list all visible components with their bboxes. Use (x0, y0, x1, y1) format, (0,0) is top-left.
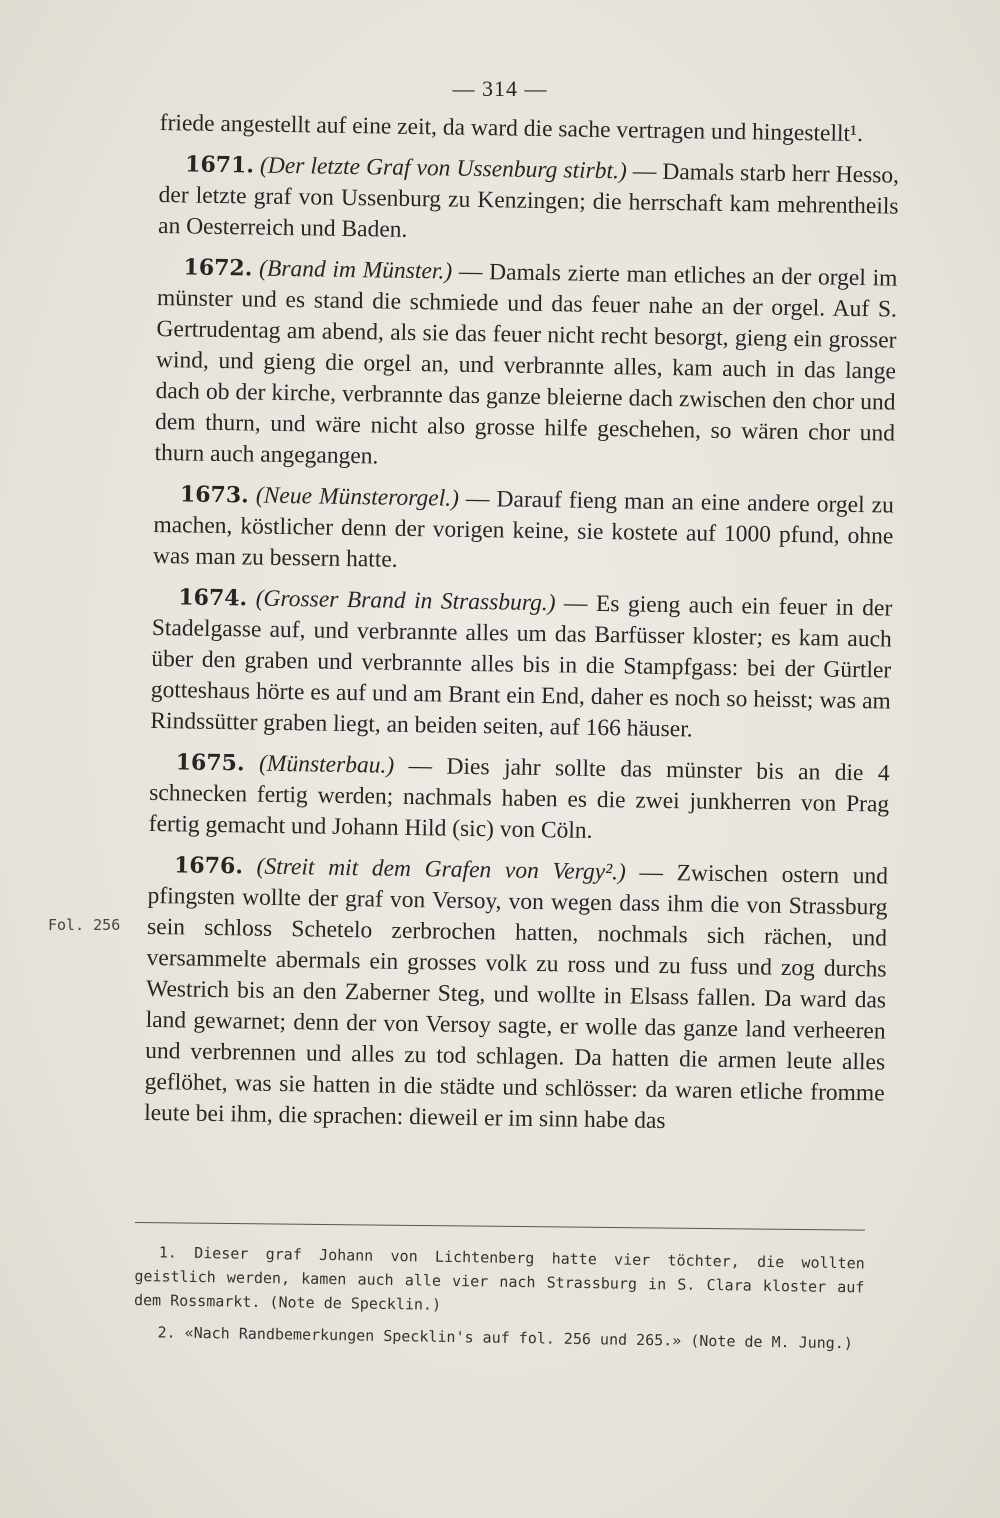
footnotes (133, 1240, 865, 1363)
entry-number: 1673. (179, 481, 250, 509)
footnote-2: 2. «Nach Randbemerkungen Specklin's auf fol. 256 und 265.» (Note de M. Jung.) (157, 1323, 853, 1353)
page-number: — 314 — (452, 76, 548, 101)
entry-number: 1674. (178, 584, 248, 612)
entry-text: — Damals zierte man etliches an der orgel im münster und es stand die schmiede und das feuer nahe an der orgel. Auf S. Gertrudentag am abend, als sie das feuer nicht recht besorgt, gieng ein grosser wind, und gieng die orgel an, und verbrannte alles, kam auch in das lange dach ob der kirche, verbrannte das ganze bleierne dach zwischen den chor und dem thurn, und wäre nicht also grosse hilfe geschehen, so wären chor und thurn auch angegangen. (154, 258, 898, 470)
entry-1675 (149, 747, 890, 852)
entry-heading: (Neue Münsterorgel.) (255, 482, 460, 512)
entry-text: — Damals starb herr Hesso, der letzte graf von Ussenburg zu Kenzingen; die herrschaft kam mehrentheils an Oesterreich und Baden. (157, 158, 900, 243)
entry-heading: (Münsterbau.) (258, 750, 395, 779)
entry-heading: (Der letzte Graf von Ussenburg stirbt.) (259, 152, 627, 185)
entry-1673 (153, 479, 894, 584)
entry-text: — Dies jahr sollte das münster bis an die 4 schnecken fertig werden; nachmals haben es die zwei junkherren von Prag fertig gemacht und Johann Hild (sic) von Cöln. (148, 752, 890, 844)
entry-1676 (144, 850, 888, 1141)
entry-1674 (150, 582, 892, 749)
entry-text: — Zwischen ostern und pfingsten wollte der graf von Versoy, von wegen dass ihm die von Strassburg sein schloss Schetelo zerbrochen hatten, nochmals sich rächen, und versammelte abermals ein grosses volk zu ross und zu fuss und zog durchs Westrich bis an den Zaberner Steg, und wollte in Elsass fallen. Da ward das land gewarnet; denn der von Versoy sagte, er wolle das ganze land verheeren und verbrennen und alles zu tod schlagen. Da hatten die armen leute alles geflöhet, was sie hatten in die städte und schlösser: da waren etliche fromme leute bei ihm, die sprachen: dieweil er im sinn habe das (144, 859, 889, 1135)
entry-1671 (158, 149, 899, 254)
paragraph-text: friede angestellt auf eine zeit, da ward die sache vertragen und hingestellt¹. (159, 109, 864, 148)
entry-heading: (Brand im Münster.) (258, 255, 453, 285)
entry-number: 1676. (173, 852, 244, 880)
footnote-divider (135, 1222, 865, 1231)
margin-folio-note: Fol. 256 (48, 916, 121, 934)
footnote-1: 1. Dieser graf Johann von Lichtenberg hatte vier töchter, die wollten geistlich werden, kamen auch alle vier nach Strassburg in S. Clara kloster auf dem Rossmarkt. (Note de Specklin.) (133, 1243, 865, 1314)
entry-number: 1671. (184, 151, 255, 179)
entry-heading: (Grosser Brand in Strassburg.) (255, 585, 556, 617)
entry-1672 (154, 252, 897, 481)
entry-text: — Darauf fieng man an eine andere orgel zu machen, köstlicher denn der vorigen keine, sie kostete auf 1000 pfund, ohne was man zu bessern hatte. (152, 485, 895, 573)
paragraph-continuation (160, 108, 900, 151)
entry-number: 1672. (183, 254, 253, 282)
entry-text: — Es gieng auch ein feuer in der Stadelgasse auf, und verbrannte alles um das Barfüsser kloster; es kam auch über den graben und verbrannte alles bis in die Stampfgass: bei der Gürtler gotteshaus hörte es auf und am Brant ein End, daher es noch so heisst; was am Rindssütter graben liegt, an beiden seiten, auf 166 häuser. (150, 590, 893, 743)
entry-heading: (Streit mit dem Grafen von Vergy².) (256, 853, 627, 886)
main-text (144, 108, 900, 1150)
entry-number: 1675. (175, 749, 245, 777)
